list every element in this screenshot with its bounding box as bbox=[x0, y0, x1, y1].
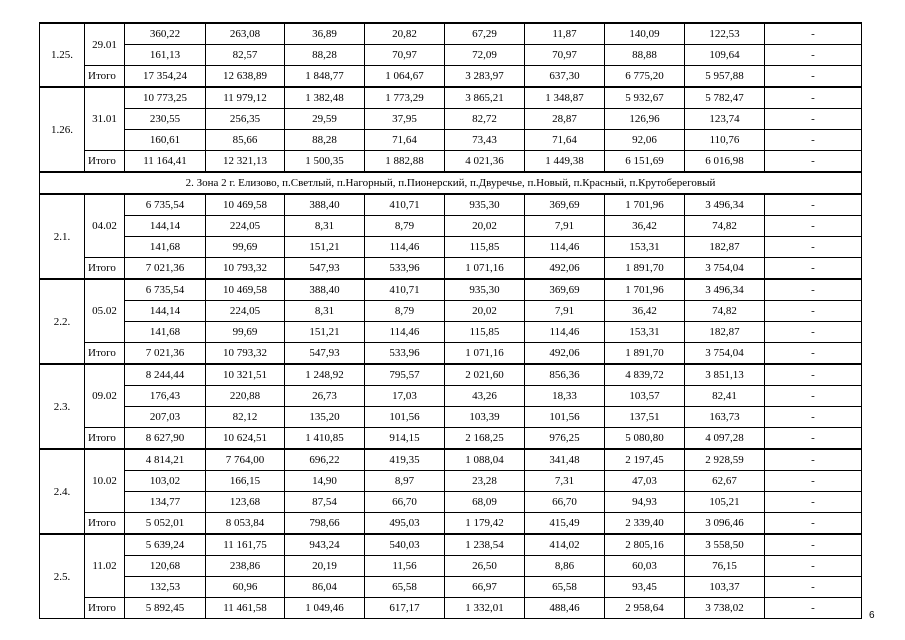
date-cell: 29.01 bbox=[85, 23, 125, 66]
value-cell: 66,70 bbox=[365, 492, 445, 513]
value-cell: 153,31 bbox=[605, 237, 685, 258]
total-row bbox=[40, 343, 862, 365]
value-cell: 8 053,84 bbox=[206, 513, 285, 535]
value-cell: 26,50 bbox=[445, 556, 525, 577]
value-cell: 60,03 bbox=[605, 556, 685, 577]
value-cell: 74,82 bbox=[685, 216, 765, 237]
value-cell: 3 754,04 bbox=[685, 343, 765, 365]
value-cell: 160,61 bbox=[125, 130, 206, 151]
value-cell: 20,02 bbox=[445, 216, 525, 237]
value-cell: 1 773,29 bbox=[365, 87, 445, 109]
value-cell: 3 754,04 bbox=[685, 258, 765, 280]
value-cell: 5 639,24 bbox=[125, 534, 206, 556]
table-row bbox=[40, 556, 862, 577]
value-cell: 7 764,00 bbox=[206, 449, 285, 471]
value-cell: 8,31 bbox=[285, 301, 365, 322]
value-cell: - bbox=[765, 322, 862, 343]
value-cell: 410,71 bbox=[365, 279, 445, 301]
value-cell: - bbox=[765, 279, 862, 301]
value-cell: 140,09 bbox=[605, 23, 685, 45]
value-cell: 3 851,13 bbox=[685, 364, 765, 386]
value-cell: 36,42 bbox=[605, 216, 685, 237]
value-cell: 388,40 bbox=[285, 194, 365, 216]
value-cell: 10 773,25 bbox=[125, 87, 206, 109]
value-cell: 36,42 bbox=[605, 301, 685, 322]
value-cell: 123,68 bbox=[206, 492, 285, 513]
value-cell: - bbox=[765, 577, 862, 598]
table-row bbox=[40, 194, 862, 216]
item-number: 2.5. bbox=[40, 534, 85, 619]
value-cell: 263,08 bbox=[206, 23, 285, 45]
value-cell: 220,88 bbox=[206, 386, 285, 407]
table-row bbox=[40, 216, 862, 237]
value-cell: - bbox=[765, 449, 862, 471]
zone-title: 2. Зона 2 г. Елизово, п.Светлый, п.Нагорный, п.Пионерский, п.Двуречье, п.Новый, п.Красный, п.Крутобереговый bbox=[40, 172, 862, 194]
value-cell: 1 049,46 bbox=[285, 598, 365, 619]
value-cell: 7,31 bbox=[525, 471, 605, 492]
table-row bbox=[40, 386, 862, 407]
value-cell: - bbox=[765, 407, 862, 428]
total-label: Итого bbox=[85, 258, 125, 280]
value-cell: 3 558,50 bbox=[685, 534, 765, 556]
value-cell: 10 624,51 bbox=[206, 428, 285, 450]
value-cell: 137,51 bbox=[605, 407, 685, 428]
value-cell: 8,86 bbox=[525, 556, 605, 577]
value-cell: 20,82 bbox=[365, 23, 445, 45]
value-cell: 134,77 bbox=[125, 492, 206, 513]
date-cell: 31.01 bbox=[85, 87, 125, 151]
value-cell: 99,69 bbox=[206, 237, 285, 258]
table-row bbox=[40, 407, 862, 428]
value-cell: 161,13 bbox=[125, 45, 206, 66]
value-cell: 6 151,69 bbox=[605, 151, 685, 173]
value-cell: 12 321,13 bbox=[206, 151, 285, 173]
value-cell: 224,05 bbox=[206, 216, 285, 237]
value-cell: 7,91 bbox=[525, 301, 605, 322]
table-row bbox=[40, 301, 862, 322]
value-cell: 8,79 bbox=[365, 301, 445, 322]
value-cell: 8,97 bbox=[365, 471, 445, 492]
value-cell: 141,68 bbox=[125, 237, 206, 258]
value-cell: 935,30 bbox=[445, 194, 525, 216]
value-cell: 3 738,02 bbox=[685, 598, 765, 619]
value-cell: 414,02 bbox=[525, 534, 605, 556]
value-cell: 151,21 bbox=[285, 237, 365, 258]
value-cell: 415,49 bbox=[525, 513, 605, 535]
value-cell: 4 097,28 bbox=[685, 428, 765, 450]
value-cell: 101,56 bbox=[525, 407, 605, 428]
table-row bbox=[40, 577, 862, 598]
tariff-table bbox=[39, 22, 862, 619]
value-cell: 82,72 bbox=[445, 109, 525, 130]
value-cell: 103,57 bbox=[605, 386, 685, 407]
value-cell: - bbox=[765, 237, 862, 258]
value-cell: 115,85 bbox=[445, 322, 525, 343]
item-number: 1.26. bbox=[40, 87, 85, 172]
value-cell: 2 805,16 bbox=[605, 534, 685, 556]
value-cell: 144,14 bbox=[125, 216, 206, 237]
table-row bbox=[40, 130, 862, 151]
value-cell: 10 793,32 bbox=[206, 258, 285, 280]
value-cell: - bbox=[765, 386, 862, 407]
value-cell: 2 928,59 bbox=[685, 449, 765, 471]
total-label: Итого bbox=[85, 428, 125, 450]
total-row bbox=[40, 513, 862, 535]
value-cell: 7,91 bbox=[525, 216, 605, 237]
value-cell: - bbox=[765, 194, 862, 216]
value-cell: 151,21 bbox=[285, 322, 365, 343]
value-cell: 1 382,48 bbox=[285, 87, 365, 109]
item-number: 2.1. bbox=[40, 194, 85, 279]
value-cell: - bbox=[765, 258, 862, 280]
value-cell: 67,29 bbox=[445, 23, 525, 45]
value-cell: 1 238,54 bbox=[445, 534, 525, 556]
value-cell: 65,58 bbox=[525, 577, 605, 598]
value-cell: 5 932,67 bbox=[605, 87, 685, 109]
value-cell: 10 321,51 bbox=[206, 364, 285, 386]
value-cell: 135,20 bbox=[285, 407, 365, 428]
value-cell: 410,71 bbox=[365, 194, 445, 216]
value-cell: 617,17 bbox=[365, 598, 445, 619]
total-label: Итого bbox=[85, 66, 125, 88]
value-cell: 1 248,92 bbox=[285, 364, 365, 386]
value-cell: 144,14 bbox=[125, 301, 206, 322]
value-cell: - bbox=[765, 428, 862, 450]
value-cell: 88,28 bbox=[285, 45, 365, 66]
value-cell: 1 848,77 bbox=[285, 66, 365, 88]
value-cell: 256,35 bbox=[206, 109, 285, 130]
value-cell: 60,96 bbox=[206, 577, 285, 598]
value-cell: 37,95 bbox=[365, 109, 445, 130]
value-cell: 1 088,04 bbox=[445, 449, 525, 471]
value-cell: 101,56 bbox=[365, 407, 445, 428]
value-cell: 103,37 bbox=[685, 577, 765, 598]
value-cell: 1 064,67 bbox=[365, 66, 445, 88]
value-cell: 5 782,47 bbox=[685, 87, 765, 109]
value-cell: 11 164,41 bbox=[125, 151, 206, 173]
value-cell: 1 348,87 bbox=[525, 87, 605, 109]
value-cell: 360,22 bbox=[125, 23, 206, 45]
value-cell: 1 179,42 bbox=[445, 513, 525, 535]
value-cell: 488,46 bbox=[525, 598, 605, 619]
table-row bbox=[40, 87, 862, 109]
value-cell: 141,68 bbox=[125, 322, 206, 343]
value-cell: 8 627,90 bbox=[125, 428, 206, 450]
item-number: 1.25. bbox=[40, 23, 85, 87]
value-cell: 1 701,96 bbox=[605, 279, 685, 301]
value-cell: 495,03 bbox=[365, 513, 445, 535]
value-cell: 10 469,58 bbox=[206, 194, 285, 216]
value-cell: 73,43 bbox=[445, 130, 525, 151]
value-cell: 1 701,96 bbox=[605, 194, 685, 216]
value-cell: 70,97 bbox=[365, 45, 445, 66]
total-row bbox=[40, 66, 862, 88]
value-cell: 4 839,72 bbox=[605, 364, 685, 386]
value-cell: 856,36 bbox=[525, 364, 605, 386]
value-cell: 1 332,01 bbox=[445, 598, 525, 619]
value-cell: 11,56 bbox=[365, 556, 445, 577]
value-cell: 2 021,60 bbox=[445, 364, 525, 386]
value-cell: 795,57 bbox=[365, 364, 445, 386]
date-cell: 11.02 bbox=[85, 534, 125, 598]
value-cell: 6 016,98 bbox=[685, 151, 765, 173]
value-cell: 1 882,88 bbox=[365, 151, 445, 173]
table-row bbox=[40, 322, 862, 343]
value-cell: 419,35 bbox=[365, 449, 445, 471]
value-cell: 6 735,54 bbox=[125, 279, 206, 301]
total-row bbox=[40, 151, 862, 173]
date-cell: 10.02 bbox=[85, 449, 125, 513]
value-cell: 1 500,35 bbox=[285, 151, 365, 173]
value-cell: - bbox=[765, 87, 862, 109]
value-cell: 207,03 bbox=[125, 407, 206, 428]
value-cell: 82,41 bbox=[685, 386, 765, 407]
value-cell: 11 979,12 bbox=[206, 87, 285, 109]
table-row bbox=[40, 109, 862, 130]
value-cell: 20,19 bbox=[285, 556, 365, 577]
total-label: Итого bbox=[85, 513, 125, 535]
total-label: Итого bbox=[85, 151, 125, 173]
value-cell: 72,09 bbox=[445, 45, 525, 66]
table-row bbox=[40, 23, 862, 45]
table-row bbox=[40, 237, 862, 258]
value-cell: 10 469,58 bbox=[206, 279, 285, 301]
value-cell: 2 339,40 bbox=[605, 513, 685, 535]
value-cell: - bbox=[765, 301, 862, 322]
value-cell: - bbox=[765, 556, 862, 577]
value-cell: 7 021,36 bbox=[125, 343, 206, 365]
value-cell: 115,85 bbox=[445, 237, 525, 258]
value-cell: 123,74 bbox=[685, 109, 765, 130]
value-cell: 14,90 bbox=[285, 471, 365, 492]
value-cell: 26,73 bbox=[285, 386, 365, 407]
value-cell: 20,02 bbox=[445, 301, 525, 322]
value-cell: 114,46 bbox=[365, 322, 445, 343]
value-cell: 8,79 bbox=[365, 216, 445, 237]
value-cell: 976,25 bbox=[525, 428, 605, 450]
value-cell: 943,24 bbox=[285, 534, 365, 556]
value-cell: 369,69 bbox=[525, 279, 605, 301]
total-row bbox=[40, 258, 862, 280]
table-row bbox=[40, 279, 862, 301]
zone-header-row bbox=[40, 172, 862, 194]
value-cell: - bbox=[765, 216, 862, 237]
value-cell: 71,64 bbox=[365, 130, 445, 151]
value-cell: 23,28 bbox=[445, 471, 525, 492]
table-row bbox=[40, 534, 862, 556]
value-cell: 4 814,21 bbox=[125, 449, 206, 471]
value-cell: 36,89 bbox=[285, 23, 365, 45]
value-cell: 29,59 bbox=[285, 109, 365, 130]
value-cell: - bbox=[765, 492, 862, 513]
value-cell: 3 096,46 bbox=[685, 513, 765, 535]
value-cell: - bbox=[765, 45, 862, 66]
value-cell: 533,96 bbox=[365, 258, 445, 280]
value-cell: - bbox=[765, 66, 862, 88]
value-cell: 8,31 bbox=[285, 216, 365, 237]
table-row bbox=[40, 492, 862, 513]
value-cell: 65,58 bbox=[365, 577, 445, 598]
value-cell: 3 865,21 bbox=[445, 87, 525, 109]
total-label: Итого bbox=[85, 343, 125, 365]
value-cell: 388,40 bbox=[285, 279, 365, 301]
value-cell: 6 775,20 bbox=[605, 66, 685, 88]
value-cell: 1 891,70 bbox=[605, 258, 685, 280]
value-cell: 120,68 bbox=[125, 556, 206, 577]
value-cell: 103,02 bbox=[125, 471, 206, 492]
table-row bbox=[40, 471, 862, 492]
value-cell: 132,53 bbox=[125, 577, 206, 598]
value-cell: 68,09 bbox=[445, 492, 525, 513]
total-label: Итого bbox=[85, 598, 125, 619]
value-cell: - bbox=[765, 130, 862, 151]
value-cell: 2 168,25 bbox=[445, 428, 525, 450]
value-cell: 547,93 bbox=[285, 343, 365, 365]
value-cell: 88,88 bbox=[605, 45, 685, 66]
value-cell: 1 449,38 bbox=[525, 151, 605, 173]
value-cell: 176,43 bbox=[125, 386, 206, 407]
value-cell: - bbox=[765, 513, 862, 535]
value-cell: 93,45 bbox=[605, 577, 685, 598]
value-cell: 87,54 bbox=[285, 492, 365, 513]
value-cell: 82,57 bbox=[206, 45, 285, 66]
value-cell: - bbox=[765, 598, 862, 619]
value-cell: 28,87 bbox=[525, 109, 605, 130]
value-cell: - bbox=[765, 23, 862, 45]
value-cell: 492,06 bbox=[525, 258, 605, 280]
value-cell: 224,05 bbox=[206, 301, 285, 322]
value-cell: 11 461,58 bbox=[206, 598, 285, 619]
value-cell: 182,87 bbox=[685, 322, 765, 343]
value-cell: 5 892,45 bbox=[125, 598, 206, 619]
value-cell: 166,15 bbox=[206, 471, 285, 492]
value-cell: 540,03 bbox=[365, 534, 445, 556]
value-cell: 3 496,34 bbox=[685, 194, 765, 216]
value-cell: 182,87 bbox=[685, 237, 765, 258]
value-cell: 76,15 bbox=[685, 556, 765, 577]
value-cell: 114,46 bbox=[365, 237, 445, 258]
value-cell: 798,66 bbox=[285, 513, 365, 535]
value-cell: 66,70 bbox=[525, 492, 605, 513]
value-cell: 153,31 bbox=[605, 322, 685, 343]
value-cell: 17 354,24 bbox=[125, 66, 206, 88]
value-cell: 369,69 bbox=[525, 194, 605, 216]
value-cell: 11 161,75 bbox=[206, 534, 285, 556]
value-cell: 43,26 bbox=[445, 386, 525, 407]
value-cell: - bbox=[765, 151, 862, 173]
value-cell: 5 957,88 bbox=[685, 66, 765, 88]
value-cell: 1 410,85 bbox=[285, 428, 365, 450]
value-cell: 2 197,45 bbox=[605, 449, 685, 471]
value-cell: 47,03 bbox=[605, 471, 685, 492]
value-cell: 547,93 bbox=[285, 258, 365, 280]
value-cell: 230,55 bbox=[125, 109, 206, 130]
value-cell: 105,21 bbox=[685, 492, 765, 513]
value-cell: 71,64 bbox=[525, 130, 605, 151]
value-cell: 114,46 bbox=[525, 322, 605, 343]
value-cell: 92,06 bbox=[605, 130, 685, 151]
value-cell: 2 958,64 bbox=[605, 598, 685, 619]
value-cell: 88,28 bbox=[285, 130, 365, 151]
value-cell: 1 071,16 bbox=[445, 343, 525, 365]
total-row bbox=[40, 428, 862, 450]
table-row bbox=[40, 364, 862, 386]
value-cell: 5 052,01 bbox=[125, 513, 206, 535]
value-cell: 70,97 bbox=[525, 45, 605, 66]
value-cell: 1 891,70 bbox=[605, 343, 685, 365]
value-cell: 3 283,97 bbox=[445, 66, 525, 88]
value-cell: 637,30 bbox=[525, 66, 605, 88]
value-cell: 18,33 bbox=[525, 386, 605, 407]
item-number: 2.2. bbox=[40, 279, 85, 364]
value-cell: 99,69 bbox=[206, 322, 285, 343]
date-cell: 04.02 bbox=[85, 194, 125, 258]
value-cell: 7 021,36 bbox=[125, 258, 206, 280]
value-cell: 1 071,16 bbox=[445, 258, 525, 280]
item-number: 2.3. bbox=[40, 364, 85, 449]
value-cell: 114,46 bbox=[525, 237, 605, 258]
value-cell: 66,97 bbox=[445, 577, 525, 598]
value-cell: - bbox=[765, 364, 862, 386]
value-cell: 3 496,34 bbox=[685, 279, 765, 301]
value-cell: 914,15 bbox=[365, 428, 445, 450]
value-cell: 122,53 bbox=[685, 23, 765, 45]
value-cell: 5 080,80 bbox=[605, 428, 685, 450]
value-cell: 62,67 bbox=[685, 471, 765, 492]
value-cell: 341,48 bbox=[525, 449, 605, 471]
value-cell: 696,22 bbox=[285, 449, 365, 471]
value-cell: - bbox=[765, 109, 862, 130]
item-number: 2.4. bbox=[40, 449, 85, 534]
value-cell: 103,39 bbox=[445, 407, 525, 428]
value-cell: 10 793,32 bbox=[206, 343, 285, 365]
value-cell: - bbox=[765, 343, 862, 365]
value-cell: 82,12 bbox=[206, 407, 285, 428]
table-row bbox=[40, 449, 862, 471]
value-cell: 935,30 bbox=[445, 279, 525, 301]
value-cell: 110,76 bbox=[685, 130, 765, 151]
table-body bbox=[40, 23, 862, 619]
value-cell: - bbox=[765, 534, 862, 556]
value-cell: 6 735,54 bbox=[125, 194, 206, 216]
value-cell: 74,82 bbox=[685, 301, 765, 322]
value-cell: 163,73 bbox=[685, 407, 765, 428]
value-cell: 17,03 bbox=[365, 386, 445, 407]
value-cell: 4 021,36 bbox=[445, 151, 525, 173]
value-cell: 492,06 bbox=[525, 343, 605, 365]
value-cell: 86,04 bbox=[285, 577, 365, 598]
value-cell: 94,93 bbox=[605, 492, 685, 513]
value-cell: - bbox=[765, 471, 862, 492]
value-cell: 109,64 bbox=[685, 45, 765, 66]
total-row bbox=[40, 598, 862, 619]
value-cell: 238,86 bbox=[206, 556, 285, 577]
value-cell: 8 244,44 bbox=[125, 364, 206, 386]
value-cell: 85,66 bbox=[206, 130, 285, 151]
value-cell: 12 638,89 bbox=[206, 66, 285, 88]
table-row bbox=[40, 45, 862, 66]
date-cell: 05.02 bbox=[85, 279, 125, 343]
page-number: 6 bbox=[869, 610, 875, 621]
date-cell: 09.02 bbox=[85, 364, 125, 428]
value-cell: 126,96 bbox=[605, 109, 685, 130]
value-cell: 11,87 bbox=[525, 23, 605, 45]
value-cell: 533,96 bbox=[365, 343, 445, 365]
